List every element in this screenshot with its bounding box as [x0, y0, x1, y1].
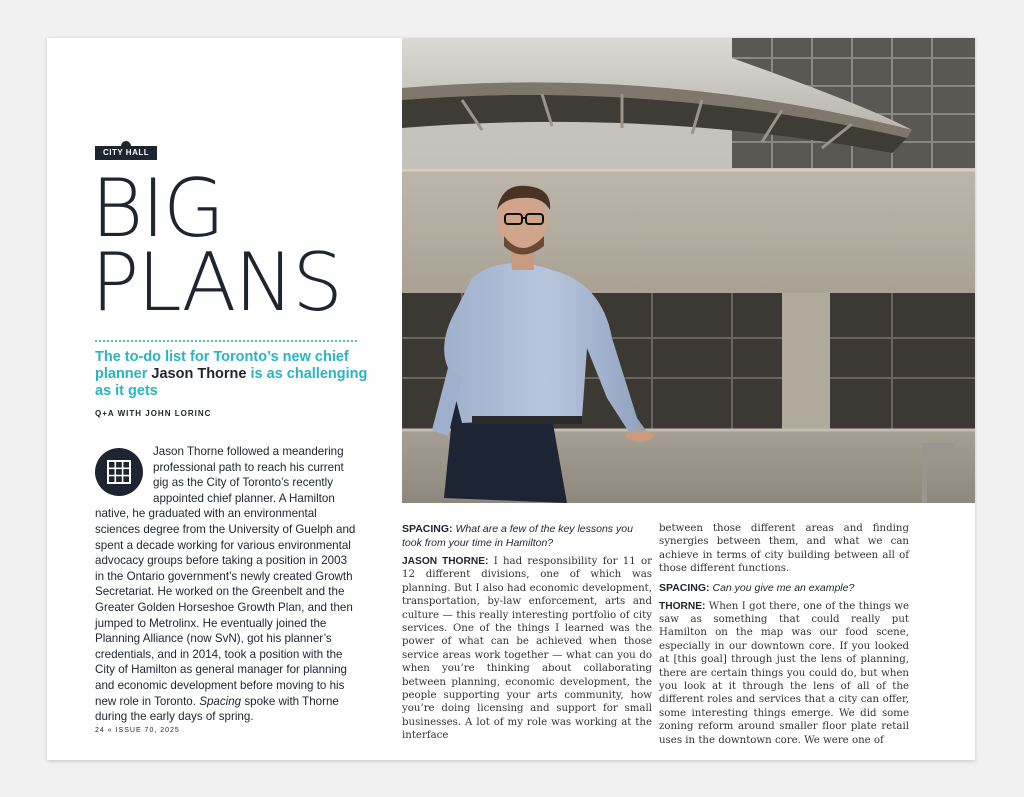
- interview-column-1: [402, 522, 652, 748]
- dotted-divider: [95, 340, 357, 342]
- interview-column-2: [659, 522, 909, 752]
- deck-name: Jason Thorne: [151, 366, 247, 382]
- magazine-page: [47, 38, 975, 760]
- city-hall-dome-icon: [121, 141, 131, 147]
- byline: Q+A WITH JOHN LORINC: [95, 409, 212, 418]
- deck-subheading: The to-do list for Toronto’s new chief planner Jason Thorne is as challenging as it gets: [95, 349, 368, 399]
- headline: [91, 162, 411, 329]
- question-1: SPACING: What are a few of the key lessons you took from your time in Hamilton?: [402, 523, 633, 549]
- folio: 24 « ISSUE 70, 2025: [95, 727, 180, 734]
- publication-name: Spacing: [199, 694, 242, 708]
- question-2: SPACING: Can you give me an example?: [659, 581, 855, 594]
- answer-2: THORNE: When I got there, one of the things we saw as something that could really put Hamilton on the map was our food scene, especially in our downtown core. If you looked at [this goal] through just the lens of planning, there are certain things you could do, but when you look at it through the lens of all of the different roles and services that a city can offer, some interesting things emerge. We did some zoning reform around smaller floor plate retail uses in the downtown core. We were one of: [659, 600, 909, 746]
- answer-1-continued: between those different areas and finding synergies between them, and what we can achieve in terms of city building between all of those different functions.: [659, 523, 909, 575]
- section-tag: CITY HALL: [95, 146, 157, 160]
- answer-1: JASON THORNE: I had responsibility for 11 or 12 different divisions, one of which was planning. But I also had economic development, transportation, by-law enforcement, arts and culture — this really interesting portfolio of city services. One of the things I learned was the power of what can be achieved when those service areas work together — what can you do when you’re thinking about collaborating between planning, economic development, the people supporting your arts community, how you’re doing licensing and support for small businesses. A lot of my role was working at the interface: [402, 556, 652, 742]
- headline-line-1: BIG: [91, 162, 223, 255]
- intro-paragraph: Jason Thorne followed a meandering professional path to reach his current gig as the City of Toronto’s recently appointed chief planner. A Hamilton native, he graduated with an environmental sciences degree from the University of Guelph and spent a decade working for various environmental advocacy groups before taking a position in 2003 in the Ontario government’s newly created Growth Secretariat. He worked on the Greenbelt and the Greater Golden Horseshoe Growth Plan, and then jumped to Metrolinx. He eventually joined the Planning Alliance (now SvN), got his planner’s credentials, and in 2014, took a position with the City of Hamilton as general manager for planning and economic development before moving to his new role in Toronto. Spacing spoke with Thorne during the early days of spring.: [95, 445, 356, 724]
- portrait-photo: [402, 38, 975, 503]
- headline-line-2: PLANS: [91, 236, 341, 329]
